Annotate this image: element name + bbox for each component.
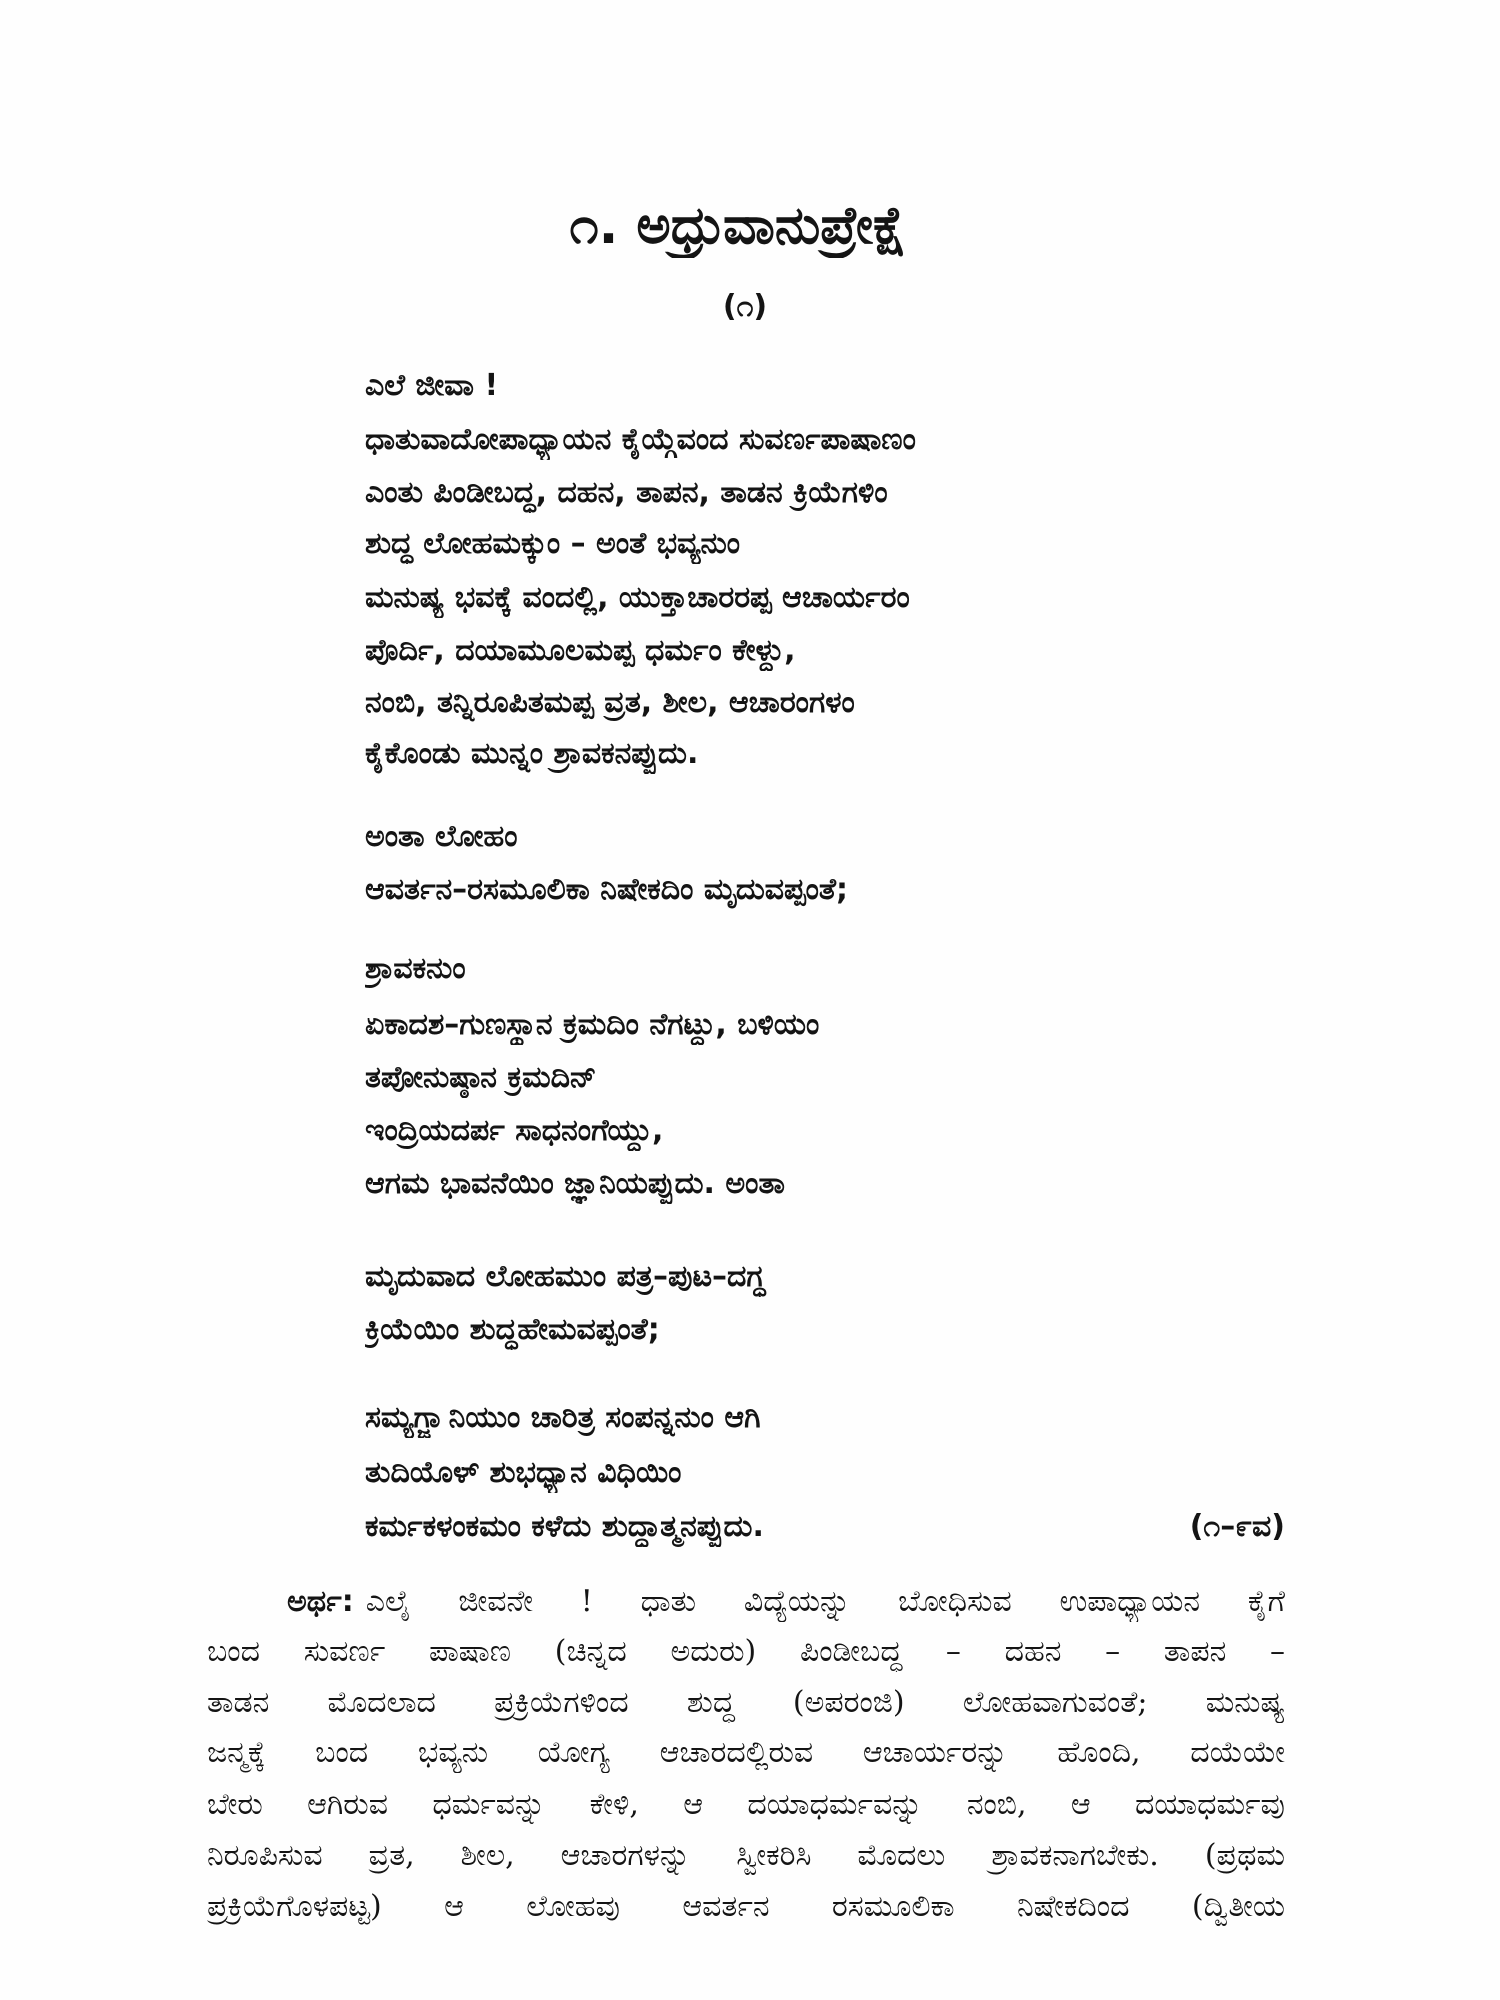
verse-line: ನಂಬಿ, ತನ್ನಿರೂಪಿತಮಪ್ಪ ವ್ರತ, ಶೀಲ, ಆಚಾರಂಗಳಂ [365,685,855,720]
meaning-line: ಬೇರು ಆಗಿರುವ ಧರ್ಮವನ್ನು ಕೇಳಿ, ಆ ದಯಾಧರ್ಮವನ್ನು ನಂಬಿ, ಆ ದಯಾಧರ್ಮವು [207,1787,1285,1822]
verse-line: ಎಂತು ಪಿಂಡೀಬದ್ಧ, ದಹನ, ತಾಪನ, ತಾಡನ ಕ್ರಿಯೆಗಳಿಂ [365,475,888,510]
meaning-label: ಅರ್ಥ: [287,1584,354,1619]
meaning-line: ಬಂದ ಸುವರ್ಣ ಪಾಷಾಣ (ಚಿನ್ನದ ಅದುರು) ಪಿಂಡೀಬದ್ಧ – ದಹನ – ತಾಪನ – [207,1634,1285,1669]
meaning-line-text: ಎಲೈ ಜೀವನೇ ! ಧಾತು ವಿದ್ಯೆಯನ್ನು ಬೋಧಿಸುವ ಉಪಾಧ್ಯಾಯನ ಕೈಗೆ [365,1584,1285,1619]
verse-line: ಪೊರ್ದಿ, ದಯಾಮೂಲಮಪ್ಪ ಧರ್ಮಂ ಕೇಳ್ದು, [365,633,796,668]
meaning-line: ತಾಡನ ಮೊದಲಾದ ಪ್ರಕ್ರಿಯೆಗಳಿಂದ ಶುದ್ಧ (ಅಪರಂಜಿ) ಲೋಹವಾಗುವಂತೆ; ಮನುಷ್ಯ [207,1685,1285,1720]
meaning-line: ಪ್ರಕ್ರಿಯೆಗೊಳಪಟ್ಟ) ಆ ಲೋಹವು ಆವರ್ತನ ರಸಮೂಲಿಕಾ ನಿಷೇಕದಿಂದ (ದ್ವಿತೀಯ [207,1889,1285,1924]
verse-line: ಆಗಮ ಭಾವನೆಯಿಂ ಜ್ಞಾನಿಯಪ್ಪುದು. ಅಂತಾ [365,1166,785,1201]
verse-line: ಅಂತಾ ಲೋಹಂ [365,819,518,854]
verse-line: ಮೃದುವಾದ ಲೋಹಮುಂ ಪತ್ರ–ಪುಟ–ದಗ್ಧ [365,1259,766,1294]
verse-line: ಶ್ರಾವಕನುಂ [365,951,466,986]
verse-line: ಕರ್ಮಕಳಂಕಮಂ ಕಳೆದು ಶುದ್ಧಾತ್ಮನಪ್ಪುದು. [365,1509,764,1544]
verse-number: (೧) [722,289,768,324]
verse-line: ತಪೋನುಷ್ಠಾನ ಕ್ರಮದಿನ್ [365,1060,597,1095]
meaning-line [287,1582,1285,1622]
verse-line: ಸಮ್ಯಗ್ಜ್ಞಾನಿಯುಂ ಚಾರಿತ್ರ ಸಂಪನ್ನನುಂ ಆಗಿ [365,1400,761,1435]
verse-line: ತುದಿಯೊಳ್ ಶುಭಧ್ಯಾನ ವಿಧಿಯಿಂ [365,1455,682,1490]
verse-line: ಇಂದ್ರಿಯದರ್ಪ ಸಾಧನಂಗೆಯ್ದು, [365,1113,664,1148]
verse-line: ಏಕಾದಶ–ಗುಣಸ್ಥಾನ ಕ್ರಮದಿಂ ನೆಗಟ್ದು, ಬಳಿಯಂ [365,1007,820,1042]
verse-line: ಕೈಕೊಂಡು ಮುನ್ನಂ ಶ್ರಾವಕನಪ್ಪುದು. [365,736,699,771]
verse-line: ಎಲೆ ಜೀವಾ ! [365,368,499,403]
verse-line: ಶುದ್ಧ ಲೋಹಮಕ್ಕುಂ – ಅಂತೆ ಭವ್ಯನುಂ [365,526,741,561]
page-title: ೧. ಅಧ್ರುವಾನುಪ್ರೇಕ್ಷೆ [569,196,907,256]
verse-line: ಧಾತುವಾದೋಪಾಧ್ಯಾಯನ ಕೈಯ್ಗೆವಂದ ಸುವರ್ಣಪಾಷಾಣಂ [365,422,916,457]
verse-line: ಆವರ್ತನ–ರಸಮೂಲಿಕಾ ನಿಷೇಕದಿಂ ಮೃದುವಪ್ಪಂತೆ; [365,872,848,907]
verse-reference: (೧–೯ವ) [1189,1509,1285,1544]
meaning-line: ನಿರೂಪಿಸುವ ವ್ರತ, ಶೀಲ, ಆಚಾರಗಳನ್ನು ಸ್ವೀಕರಿಸಿ ಮೊದಲು ಶ್ರಾವಕನಾಗಬೇಕು. (ಪ್ರಥಮ [207,1838,1285,1873]
meaning-line: ಜನ್ಮಕ್ಕೆ ಬಂದ ಭವ್ಯನು ಯೋಗ್ಯ ಆಚಾರದಲ್ಲಿರುವ ಆಚಾರ್ಯರನ್ನು ಹೊಂದಿ, ದಯೆಯೇ [207,1735,1285,1770]
verse-line: ಕ್ರಿಯೆಯಿಂ ಶುದ್ಧಹೇಮವಪ್ಪಂತೆ; [365,1312,660,1347]
verse-line: ಮನುಷ್ಯ ಭವಕ್ಕೆ ವಂದಲ್ಲಿ, ಯುಕ್ತಾಚಾರರಪ್ಪ ಆಚಾರ್ಯರಂ [365,580,910,615]
